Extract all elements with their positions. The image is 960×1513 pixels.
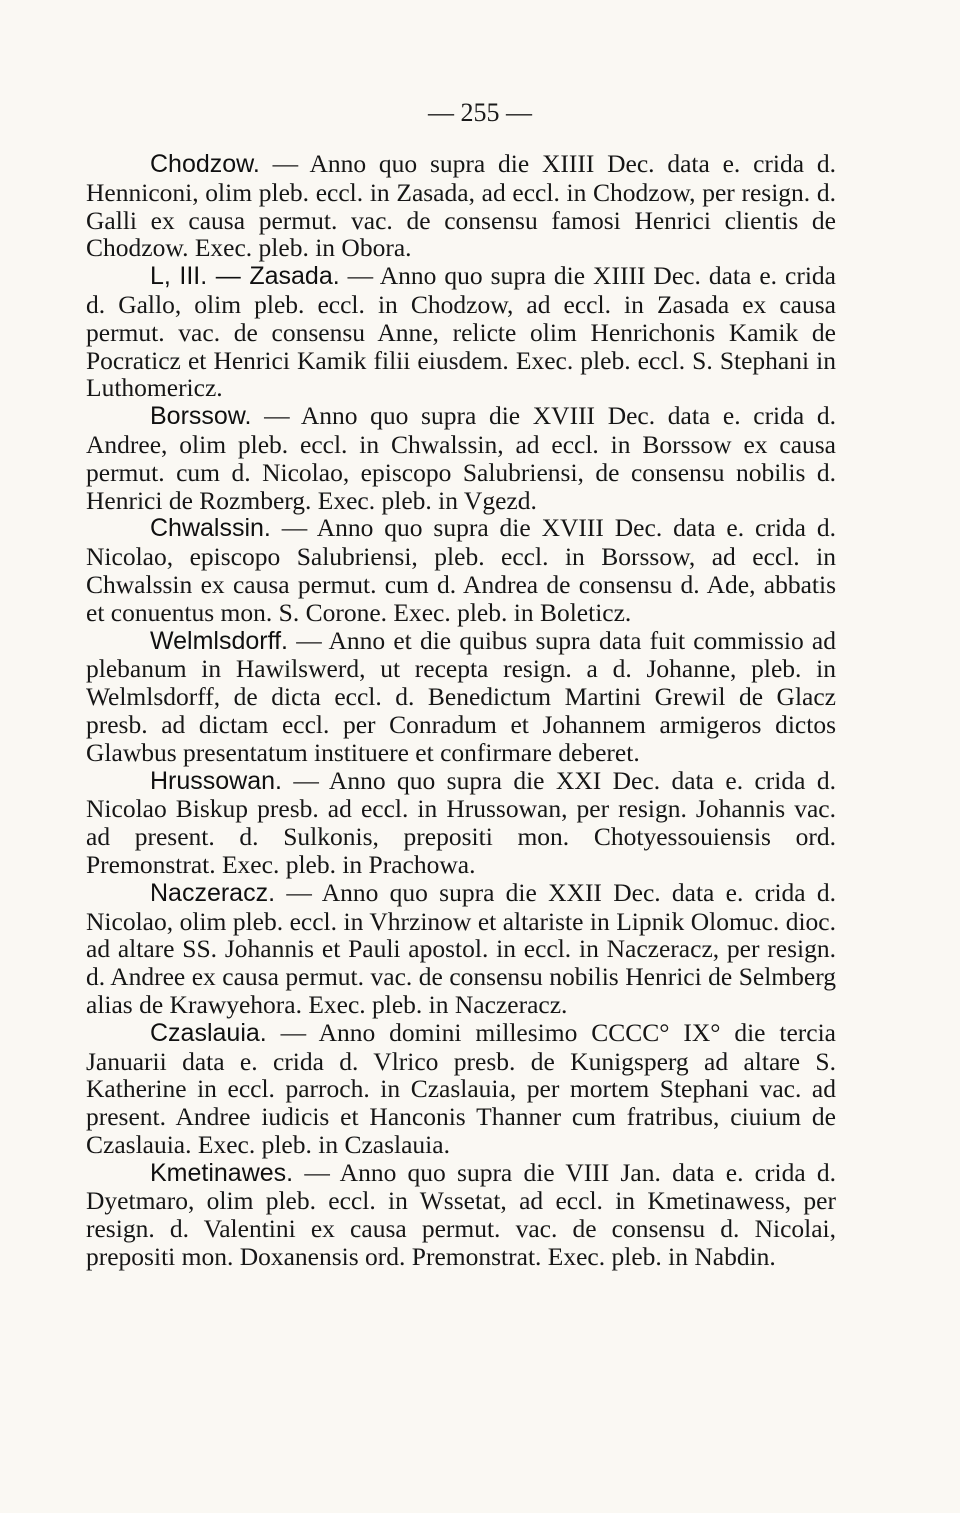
entry-text: — Anno quo supra die XIIII Dec. data e. crida d. Gallo, olim pleb. eccl. in Chodzow, ad eccl. in Zasada ex causa permut. vac. de consensu Anne, relicte olim Henrichonis Kamik de Pocraticz et Henrici Kamik filii eiusdem. Exec. pleb. eccl. S. Stephani in Luthomericz. <box>86 261 836 403</box>
entry-heading: Naczeracz. <box>150 878 276 907</box>
entry-text: — Anno quo supra die VIII Jan. data e. crida d. Dyetmaro, olim pleb. eccl. in Wssetat, ad eccl. in Kmetinawess, per resign. d. Valentini ex causa permut. vac. de consensu d. Nicolai, prepositi mon. Doxanensis ord. Premonstrat. Exec. pleb. in Nabdin. <box>86 1157 836 1272</box>
entry-text: — Anno et die quibus supra data fuit commissio ad plebanum in Hawilswerd, ut recepta resign. a d. Johanne, pleb. in Welmlsdorff, de dicta eccl. d. Benedictum Martini Grewil de Glacz presb. ad dictam eccl. per Conradum et Johannem armigeros dictos Glawbus presentatum instituere et confirmare deberet. <box>86 625 836 767</box>
page-number: — 255 — <box>428 98 532 127</box>
entry-text: — Anno quo supra die XVIII Dec. data e. crida d. Andree, olim pleb. eccl. in Chwalssin, ad eccl. in Borssow ex causa permut. cum d. Nicolao, episcopo Salubriensi, de consensu nobilis d. Henrici de Rozmberg. Exec. pleb. in Vgezd. <box>86 401 836 515</box>
entry-heading: Hrussowan. <box>150 766 282 795</box>
entry-text: — Anno domini millesimo CCCC° IX° die tercia Januarii data e. crida d. Vlrico presb. de Kunigsperg ad altare S. Katherine in eccl. parroch. in Czaslauia, per mortem Stephani vac. ad present. Andree iudicis et Hanconis Thanner cum fratribus, ciuium de Czaslauia. Exec. pleb. in Czaslauia. <box>86 1017 836 1159</box>
entry-text: — Anno quo supra die XVIII Dec. data e. crida d. Nicolao, episcopo Salubriensi, pleb. eccl. in Borssow, ad eccl. in Chwalssin ex causa permut. cum d. Andrea de consensu d. Ade, abbatis et conuentus mon. S. Corone. Exec. pleb. in Boleticz. <box>86 513 836 627</box>
entry-heading: L, III. — Zasada. <box>150 262 340 291</box>
entry-heading: Kmetinawes. <box>150 1158 294 1187</box>
entry-czaslauia <box>86 1019 836 1159</box>
entry-kmetinawes <box>86 1159 836 1271</box>
entry-heading: Chwalssin. <box>150 514 271 543</box>
entry-heading: Welmlsdorff. <box>150 626 289 655</box>
entry-hrussowan <box>86 767 836 879</box>
entry-text: — Anno quo supra die XXI Dec. data e. crida d. Nicolao Biskup presb. ad eccl. in Hrussowan, per resign. Johannis vac. ad present. d. Sulkonis, prepositi mon. Chotyessouiensis ord. Premonstrat. Exec. pleb. in Prachowa. <box>86 765 836 879</box>
entry-zasada <box>86 262 836 402</box>
entry-naczeracz <box>86 879 836 1019</box>
page-body <box>86 150 836 1271</box>
entry-text: — Anno quo supra die XIIII Dec. data e. crida d. Henniconi, olim pleb. eccl. in Zasada, ad eccl. in Chodzow, per resign. d. Galli ex causa permut. vac. de consensu famosi Henrici clientis de Chodzow. Exec. pleb. in Obora. <box>86 149 836 263</box>
entry-chodzow <box>86 150 836 262</box>
entry-heading: Borssow. <box>150 402 252 431</box>
entry-welmlsdorff <box>86 627 836 767</box>
entry-heading: Czaslauia. <box>150 1018 267 1047</box>
entry-text: — Anno quo supra die XXII Dec. data e. crida d. Nicolao, olim pleb. eccl. in Vhrzinow et altariste in Lipnik Olomuc. dioc. ad altare SS. Johannis et Pauli apostol. in eccl. in Naczeracz, per resign. d. Andree ex causa permut. vac. de consensu nobilis Henrici de Selmberg alias de Krawyehora. Exec. pleb. in Naczeracz. <box>86 877 836 1019</box>
entry-heading: Chodzow. <box>150 150 260 178</box>
entry-borssow <box>86 402 836 514</box>
entry-chwalssin <box>86 514 836 626</box>
